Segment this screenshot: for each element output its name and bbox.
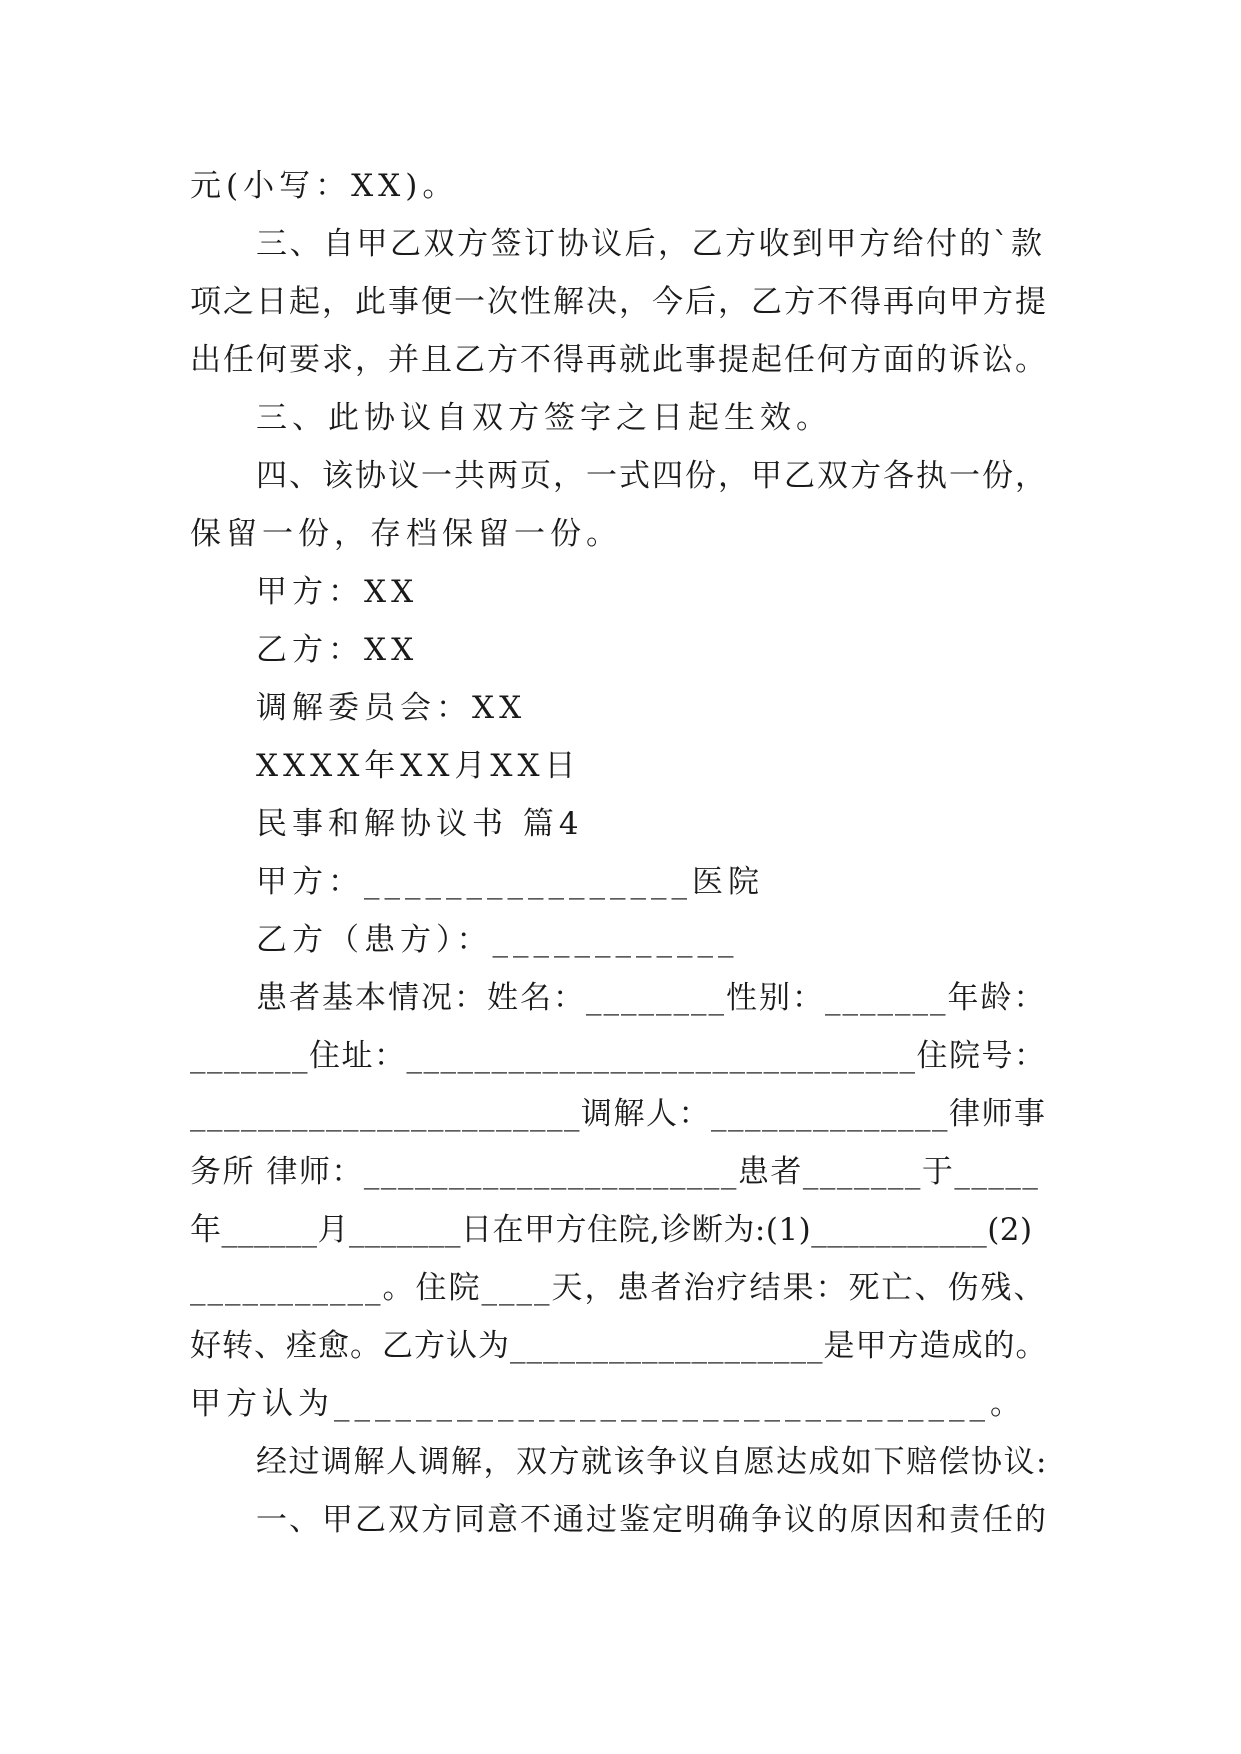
text-line: 一、甲乙双方同意不通过鉴定明确争议的原因和责任的 <box>256 1502 1048 1538</box>
text-line: _______住址：______________________________住院号： <box>190 1038 1047 1074</box>
text-line: XXXX年XX月XX日 <box>256 748 581 784</box>
text-line: _______________________调解人：______________律师事 <box>190 1096 1047 1132</box>
text-line: 甲方：________________医院 <box>256 864 764 900</box>
text-line: 乙方：XX <box>256 632 419 668</box>
text-line: 保留一份，存档保留一份。 <box>190 516 622 552</box>
text-line: 项之日起，此事便一次性解决，今后，乙方不得再向甲方提 <box>190 284 1048 320</box>
text-line: 四、该协议一共两页，一式四份，甲乙双方各执一份， <box>256 458 1048 494</box>
section-heading: 民事和解协议书 篇4 <box>256 806 584 842</box>
text-line: 经过调解人调解，双方就该争议自愿达成如下赔偿协议: <box>256 1444 1048 1480</box>
text-line: 出任何要求，并且乙方不得再就此事提起任何方面的诉讼。 <box>190 342 1048 378</box>
text-line: 好转、痊愈。乙方认为___________________是甲方造成的。 <box>190 1328 1048 1364</box>
text-line: 患者基本情况：姓名：________性别：_______年龄： <box>256 980 1047 1016</box>
text-line: 甲方：XX <box>256 574 419 610</box>
text-line: 调解委员会：XX <box>256 690 527 726</box>
text-line: 三、自甲乙双方签订协议后，乙方收到甲方给付的`款 <box>256 226 1045 262</box>
text-line: 甲方认为________________________________。 <box>190 1386 1026 1422</box>
text-line: ___________。住院____天，患者治疗结果：死亡、伤残、 <box>190 1270 1047 1306</box>
text-line: 元(小写：XX)。 <box>190 168 459 204</box>
text-line: 乙方（患方）：____________ <box>256 922 739 958</box>
text-line: 三、此协议自双方签字之日起生效。 <box>256 400 832 436</box>
text-line: 务所 律师：______________________患者_______于_____ <box>190 1154 1040 1190</box>
text-line: 年______月_______日在甲方住院,诊断为:(1)___________(2) <box>190 1212 1033 1248</box>
